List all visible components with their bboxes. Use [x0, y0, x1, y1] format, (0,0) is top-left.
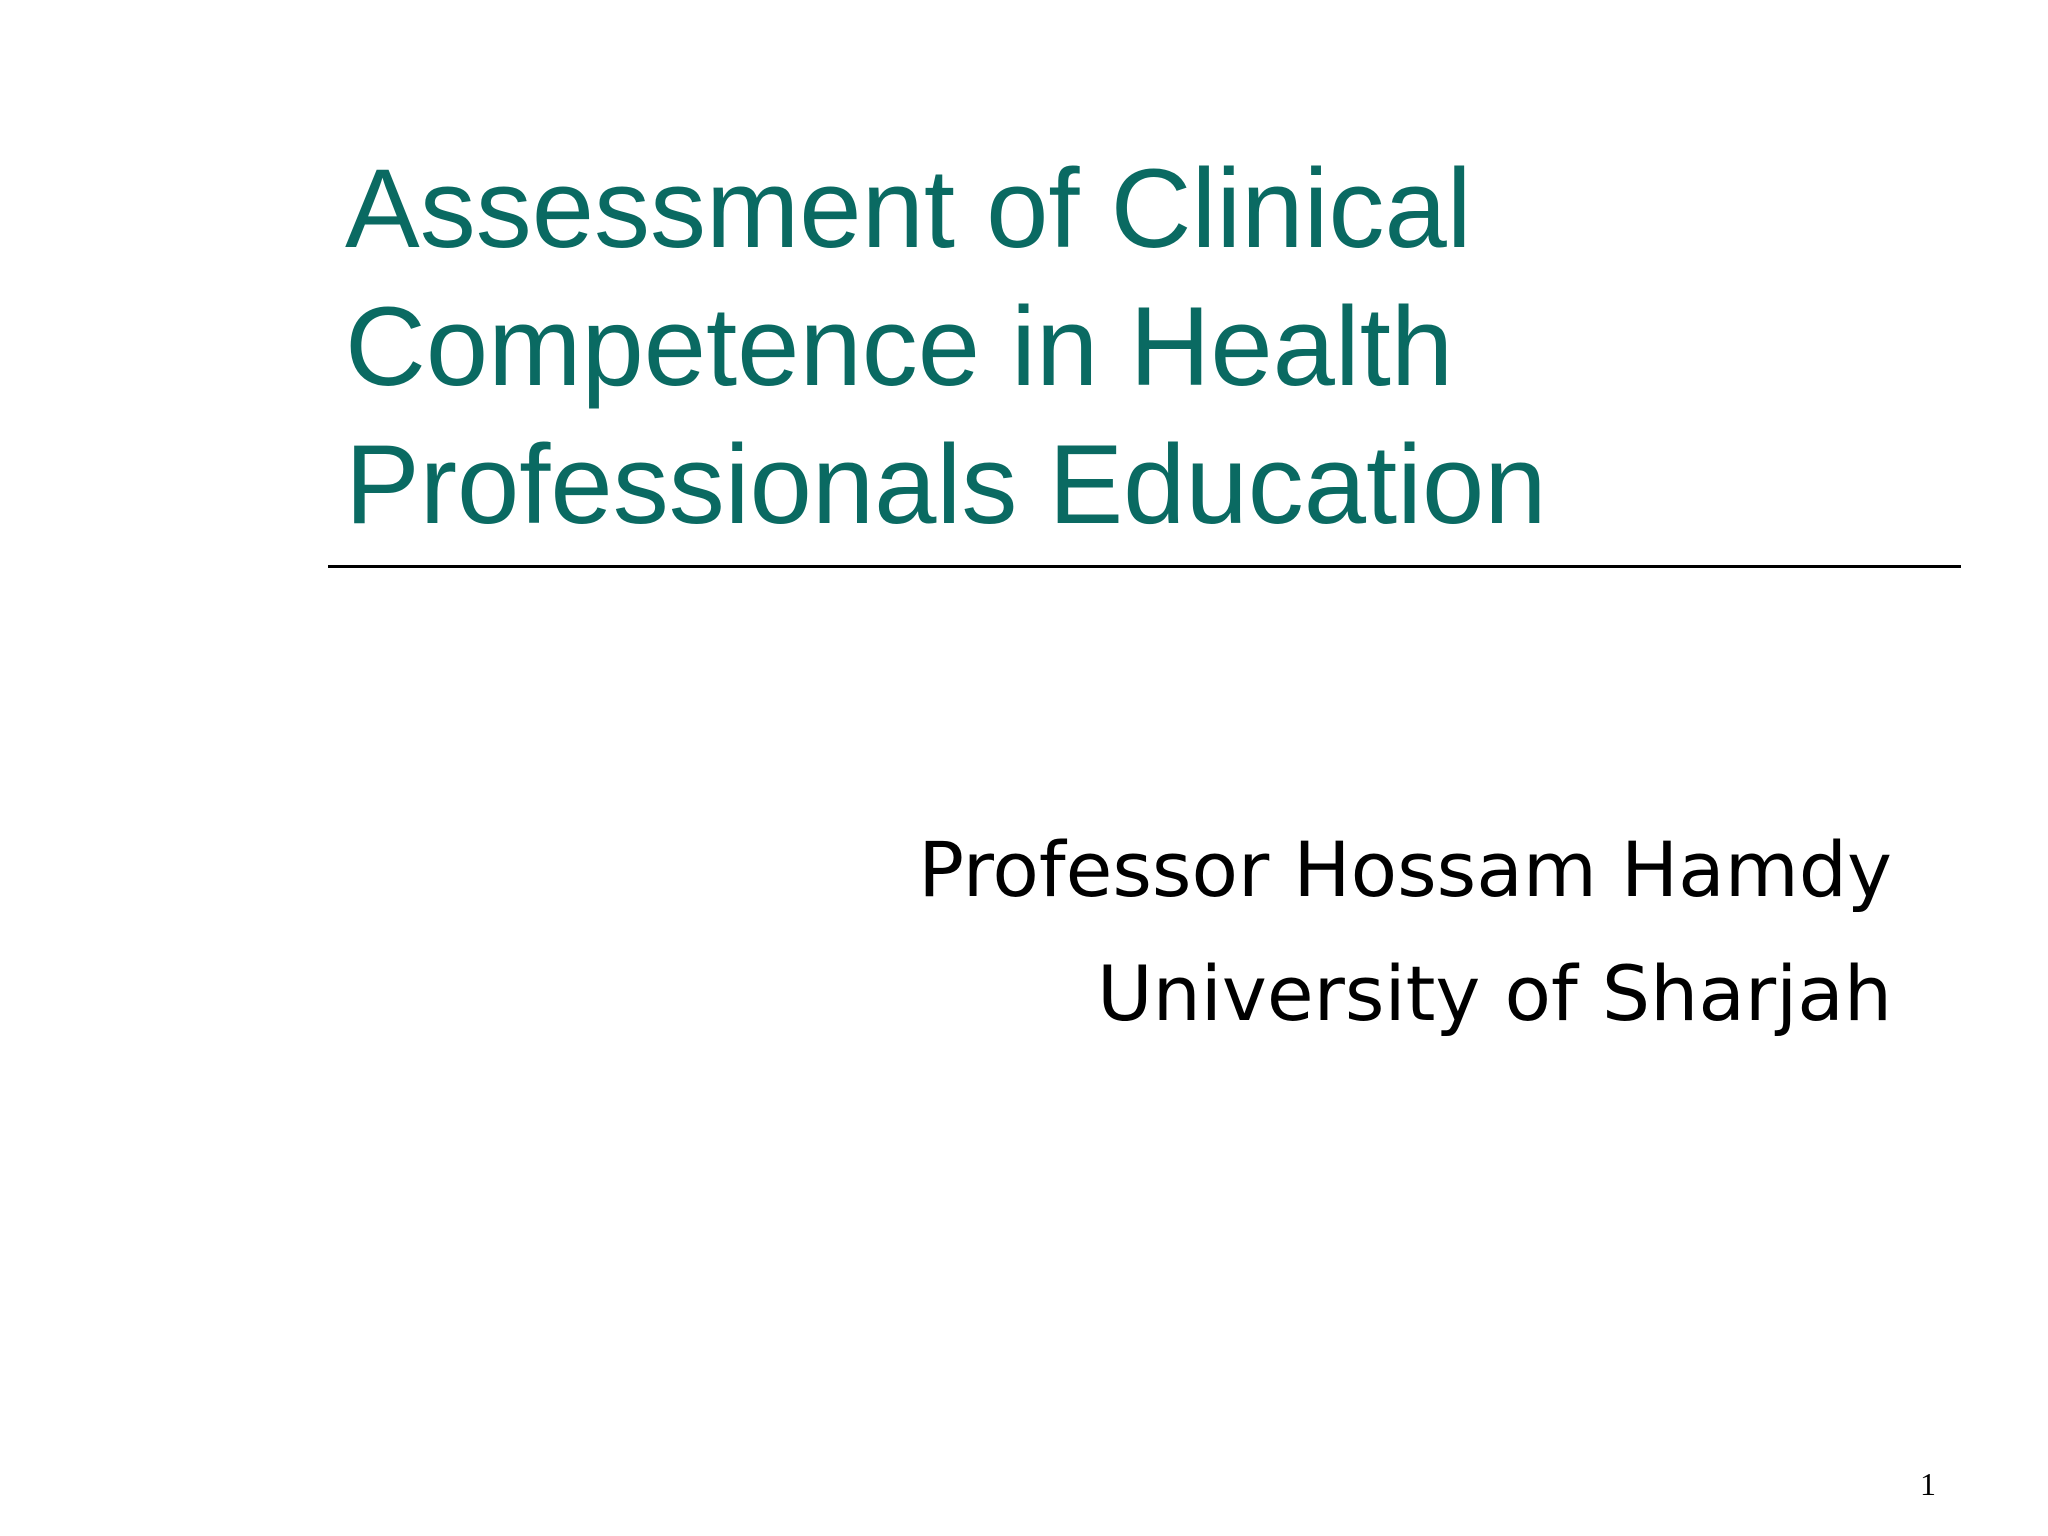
slide-title-line-1: Assessment of Clinical	[345, 146, 1472, 271]
slide-title	[345, 140, 1945, 554]
presenter-name: Professor Hossam Hamdy	[918, 825, 1892, 914]
slide-title-line-3: Professionals Education	[345, 422, 1547, 547]
slide-title-line-2: Competence in Health	[345, 284, 1454, 409]
page-number: 1	[1920, 1466, 1936, 1502]
presenter-affiliation: University of Sharjah	[1096, 949, 1892, 1038]
title-divider	[328, 565, 1961, 568]
slide-subtitle	[918, 808, 1892, 1056]
